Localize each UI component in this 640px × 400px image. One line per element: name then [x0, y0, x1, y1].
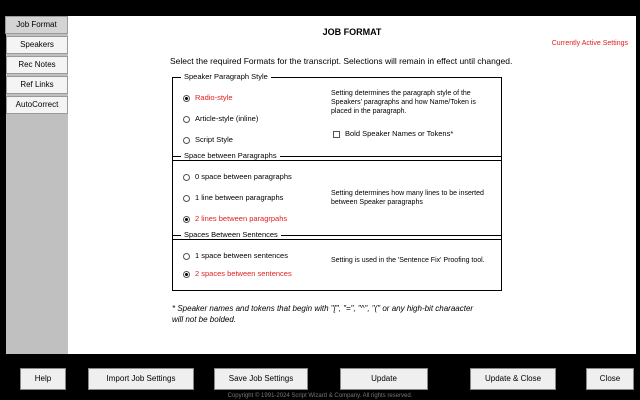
radio-button-icon: [183, 116, 190, 123]
sentence-space-description: Setting is used in the 'Sentence Fix' Proofing tool.: [331, 257, 485, 264]
instructions-text: Select the required Formats for the transcript. Selections will remain in effect until changed.: [170, 56, 513, 66]
radio-label: 1 line between paragraphs: [195, 193, 284, 202]
sentence-space-legend: Spaces Between Sentences: [181, 230, 281, 239]
update-close-button[interactable]: Update & Close: [470, 368, 556, 390]
bold-speaker-names-checkbox[interactable]: [333, 129, 453, 139]
bold-footnote: * Speaker names and tokens that begin with "[", "=", "^", "(" or any high-bit charaacter will not be bolded.: [172, 304, 474, 324]
radio-button-icon: [183, 253, 190, 260]
radio-1-line[interactable]: [183, 193, 283, 203]
checkbox-icon: [333, 131, 340, 138]
radio-1-space-sentences[interactable]: [183, 251, 288, 261]
copyright-text: Copyright © 1991-2024 Script Wizard & Company. All rights reserved.: [227, 393, 413, 399]
radio-button-icon: [183, 174, 190, 181]
paragraph-space-legend: Space between Paragraphs: [181, 151, 280, 160]
radio-label: 2 lines between paragrpahs: [195, 214, 288, 223]
radio-button-icon: [183, 271, 190, 278]
page-title: JOB FORMAT: [322, 27, 382, 37]
update-button[interactable]: Update: [340, 368, 428, 390]
radio-2-spaces-sentences[interactable]: [183, 269, 292, 279]
radio-label: 1 space between sentences: [195, 251, 288, 260]
paragraph-space-description: Setting determines how many lines to be inserted between Speaker paragraphs: [331, 190, 484, 206]
radio-0-space[interactable]: [183, 172, 292, 182]
radio-button-icon: [183, 137, 190, 144]
speaker-style-legend: Speaker Paragraph Style: [181, 72, 271, 81]
tab-autocorrect[interactable]: AutoCorrect: [6, 96, 68, 114]
help-button[interactable]: Help: [20, 368, 66, 390]
radio-radio-style[interactable]: [183, 93, 233, 103]
tab-speakers[interactable]: Speakers: [6, 36, 68, 54]
import-job-settings-button[interactable]: Import Job Settings: [88, 368, 194, 390]
paragraph-space-group: [172, 151, 502, 240]
radio-2-lines[interactable]: [183, 214, 287, 224]
save-job-settings-button[interactable]: Save Job Settings: [214, 368, 308, 390]
speaker-style-description: Setting determines the paragraph style of the Speakers' paragraphs and how Name/Token is placed in the paragraph.: [331, 90, 476, 115]
tab-job-format[interactable]: Job Format: [5, 16, 68, 34]
radio-button-icon: [183, 195, 190, 202]
speaker-style-group: [172, 72, 502, 161]
tab-ref-links[interactable]: Ref Links: [6, 76, 68, 94]
radio-script-style[interactable]: [183, 135, 233, 145]
close-button[interactable]: Close: [586, 368, 634, 390]
sentence-space-group: [172, 230, 502, 291]
radio-label: Article-style (inline): [195, 114, 259, 123]
radio-label: 2 spaces between sentences: [195, 269, 292, 278]
main-panel: [68, 16, 636, 354]
radio-button-icon: [183, 95, 190, 102]
radio-article-style[interactable]: [183, 114, 258, 124]
tab-rec-notes[interactable]: Rec Notes: [6, 56, 68, 74]
sidebar: [6, 16, 68, 354]
radio-label: Script Style: [195, 135, 233, 144]
active-settings-label: Currently Active Settings: [551, 40, 628, 47]
radio-label: Radio-style: [195, 93, 233, 102]
checkbox-label: Bold Speaker Names or Tokens*: [345, 129, 454, 138]
radio-button-icon: [183, 216, 190, 223]
radio-label: 0 space between paragraphs: [195, 172, 292, 181]
